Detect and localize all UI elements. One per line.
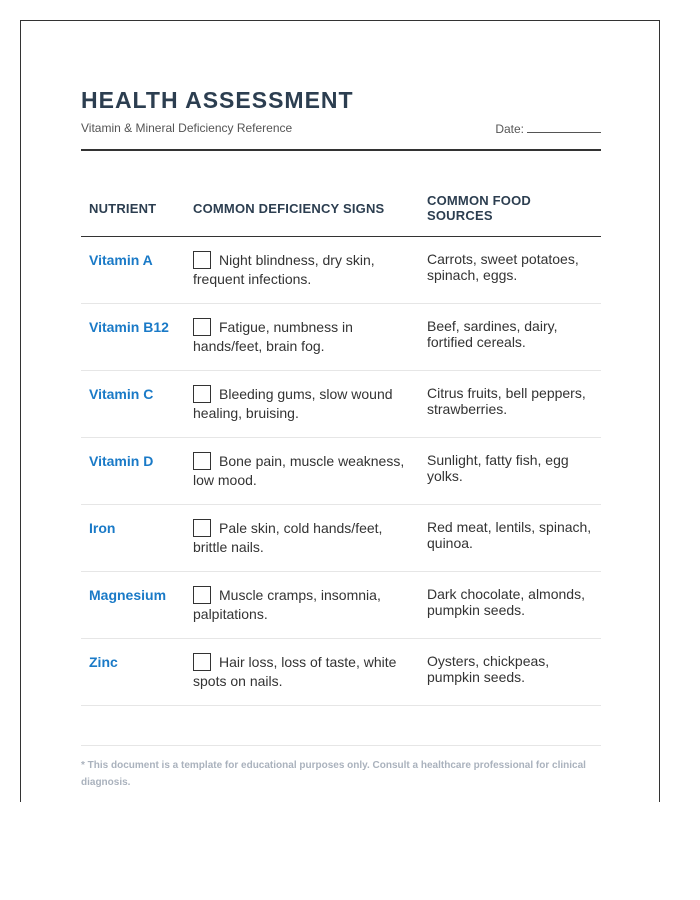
food-sources: Dark chocolate, almonds, pumpkin seeds. — [419, 572, 601, 639]
symptom-checkbox[interactable] — [193, 251, 211, 269]
deficiency-signs-text: Muscle cramps, insomnia, palpitations. — [193, 587, 381, 622]
deficiency-signs-cell — [185, 505, 419, 572]
deficiency-signs-text: Pale skin, cold hands/feet, brittle nails. — [193, 520, 383, 555]
symptom-checkbox[interactable] — [193, 653, 211, 671]
nutrient-name: Zinc — [81, 639, 185, 706]
subtitle-row — [81, 121, 601, 137]
document-page — [20, 20, 660, 802]
deficiency-signs-text: Night blindness, dry skin, frequent infections. — [193, 252, 375, 287]
deficiency-signs-cell — [185, 639, 419, 706]
nutrient-name: Vitamin A — [81, 237, 185, 304]
symptom-checkbox[interactable] — [193, 318, 211, 336]
symptom-checkbox[interactable] — [193, 452, 211, 470]
date-field — [495, 121, 601, 136]
table-row — [81, 505, 601, 572]
deficiency-signs-text: Bone pain, muscle weakness, low mood. — [193, 453, 405, 488]
deficiency-signs-cell — [185, 438, 419, 505]
food-sources: Oysters, chickpeas, pumpkin seeds. — [419, 639, 601, 706]
column-header-signs: COMMON DEFICIENCY SIGNS — [185, 183, 419, 237]
page-subtitle: Vitamin & Mineral Deficiency Reference — [81, 121, 293, 135]
table-row — [81, 371, 601, 438]
nutrient-name: Vitamin B12 — [81, 304, 185, 371]
food-sources: Sunlight, fatty fish, egg yolks. — [419, 438, 601, 505]
date-input-line[interactable] — [527, 121, 601, 133]
food-sources: Beef, sardines, dairy, fortified cereals. — [419, 304, 601, 371]
column-header-sources: COMMON FOOD SOURCES — [419, 183, 601, 237]
symptom-checkbox[interactable] — [193, 519, 211, 537]
date-label: Date: — [495, 122, 524, 136]
table-row — [81, 639, 601, 706]
nutrient-name: Vitamin C — [81, 371, 185, 438]
deficiency-signs-cell — [185, 572, 419, 639]
table-row — [81, 304, 601, 371]
deficiency-signs-text: Fatigue, numbness in hands/feet, brain fog. — [193, 319, 353, 354]
nutrient-name: Magnesium — [81, 572, 185, 639]
table-row — [81, 572, 601, 639]
nutrient-name: Iron — [81, 505, 185, 572]
symptom-checkbox[interactable] — [193, 586, 211, 604]
deficiency-signs-text: Bleeding gums, slow wound healing, bruising. — [193, 386, 393, 421]
food-sources: Citrus fruits, bell peppers, strawberries. — [419, 371, 601, 438]
food-sources: Carrots, sweet potatoes, spinach, eggs. — [419, 237, 601, 304]
food-sources: Red meat, lentils, spinach, quinoa. — [419, 505, 601, 572]
disclaimer-note: * This document is a template for educational purposes only. Consult a healthcare professional for clinical diagnosis. — [81, 760, 586, 788]
table-row — [81, 438, 601, 505]
deficiency-signs-cell — [185, 237, 419, 304]
deficiency-signs-text: Hair loss, loss of taste, white spots on nails. — [193, 654, 397, 689]
deficiency-table — [81, 183, 601, 706]
table-body — [81, 237, 601, 706]
header-divider — [81, 149, 601, 151]
page-title: HEALTH ASSESSMENT — [81, 87, 354, 113]
table-row — [81, 237, 601, 304]
deficiency-signs-cell — [185, 371, 419, 438]
column-header-nutrient: NUTRIENT — [81, 183, 185, 237]
table-header-row — [81, 183, 601, 237]
nutrient-name: Vitamin D — [81, 438, 185, 505]
deficiency-signs-cell — [185, 304, 419, 371]
symptom-checkbox[interactable] — [193, 385, 211, 403]
footer-divider — [81, 745, 601, 746]
